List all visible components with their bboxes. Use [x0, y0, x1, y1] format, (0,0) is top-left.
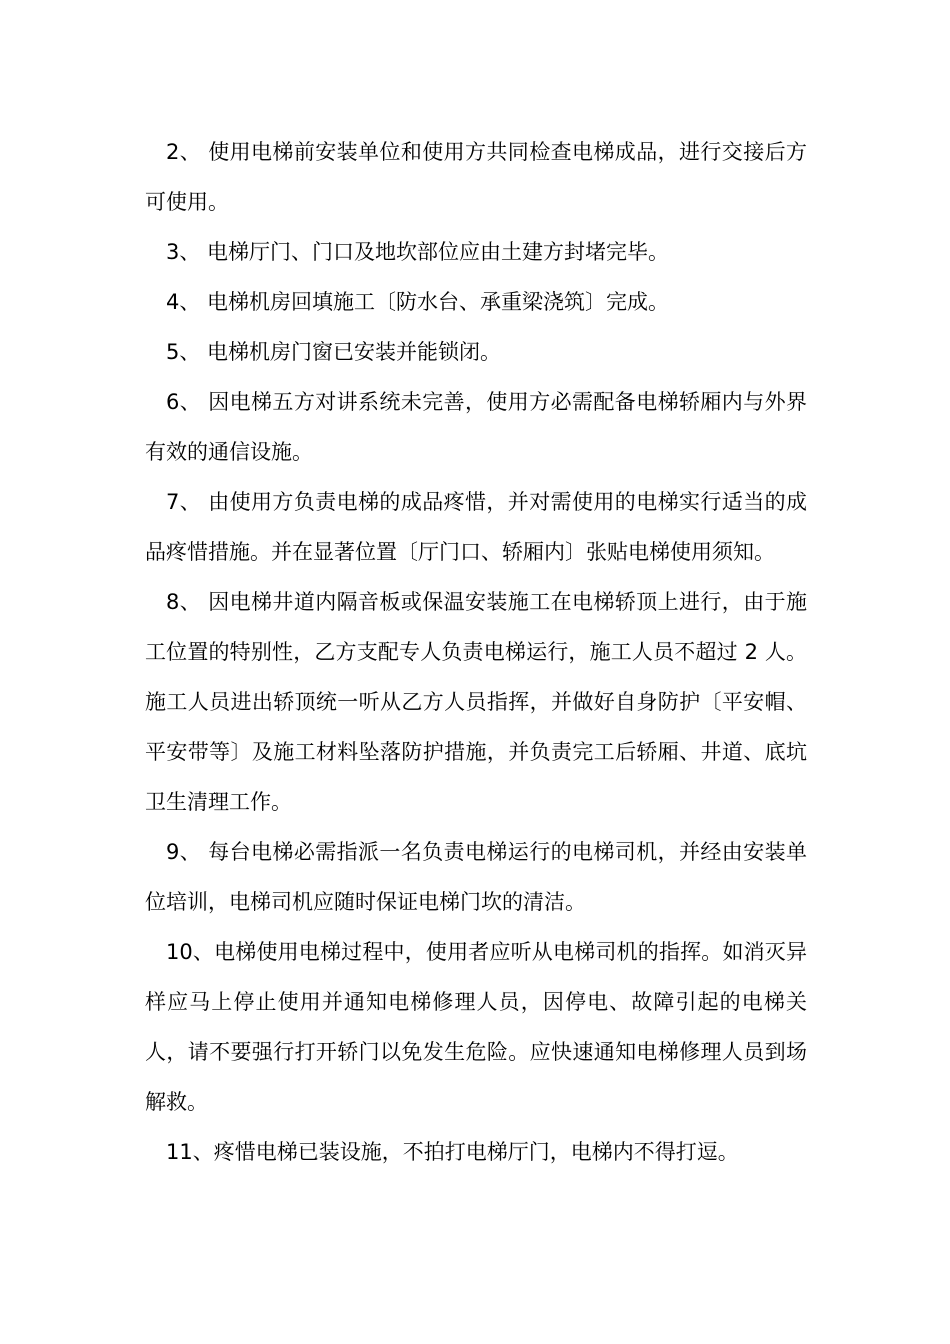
paragraph-item-5: 5、 电梯机房门窗已安装并能锁闭。: [166, 340, 502, 364]
paragraph-item-7: 7、 由使用方负责电梯的成品疼惜，并对需使用的电梯实行适当的成品疼惜措施。并在显著位置〔厅门口、轿厢内〕张贴电梯使用须知。: [145, 490, 807, 564]
document-body: [145, 127, 807, 1177]
paragraph-item-10: 10、电梯使用电梯过程中，使用者应听从电梯司机的指挥。如消灭异样应马上停止使用并通知电梯修理人员，因停电、故障引起的电梯关人，请不要强行打开轿门以免发生危险。应快速通知电梯修理人员到场解救。: [145, 940, 807, 1114]
paragraph-item-2: 2、 使用电梯前安装单位和使用方共同检查电梯成品，进行交接后方可使用。: [145, 140, 807, 214]
paragraph-item-4: 4、 电梯机房回填施工〔防水台、承重梁浇筑〕完成。: [166, 290, 670, 314]
paragraph-item-11: 11、疼惜电梯已装设施，不拍打电梯厅门，电梯内不得打逗。: [166, 1140, 739, 1164]
paragraph-item-6: 6、 因电梯五方对讲系统未完善，使用方必需配备电梯轿厢内与外界有效的通信设施。: [145, 390, 807, 464]
paragraph-item-9: 9、 每台电梯必需指派一名负责电梯运行的电梯司机，并经由安装单位培训，电梯司机应随时保证电梯门坎的清洁。: [145, 840, 807, 914]
paragraph-item-8: 8、 因电梯井道内隔音板或保温安装施工在电梯轿顶上进行，由于施工位置的特别性，乙方支配专人负责电梯运行，施工人员不超过 2 人。施工人员进出轿顶统一听从乙方人员指挥，并做好自身防护〔平安帽、平安带等〕及施工材料坠落防护措施，并负责完工后轿厢、井道、底坑卫生清理工作。: [145, 590, 807, 814]
paragraph-item-3: 3、 电梯厅门、门口及地坎部位应由土建方封堵完毕。: [166, 240, 670, 264]
